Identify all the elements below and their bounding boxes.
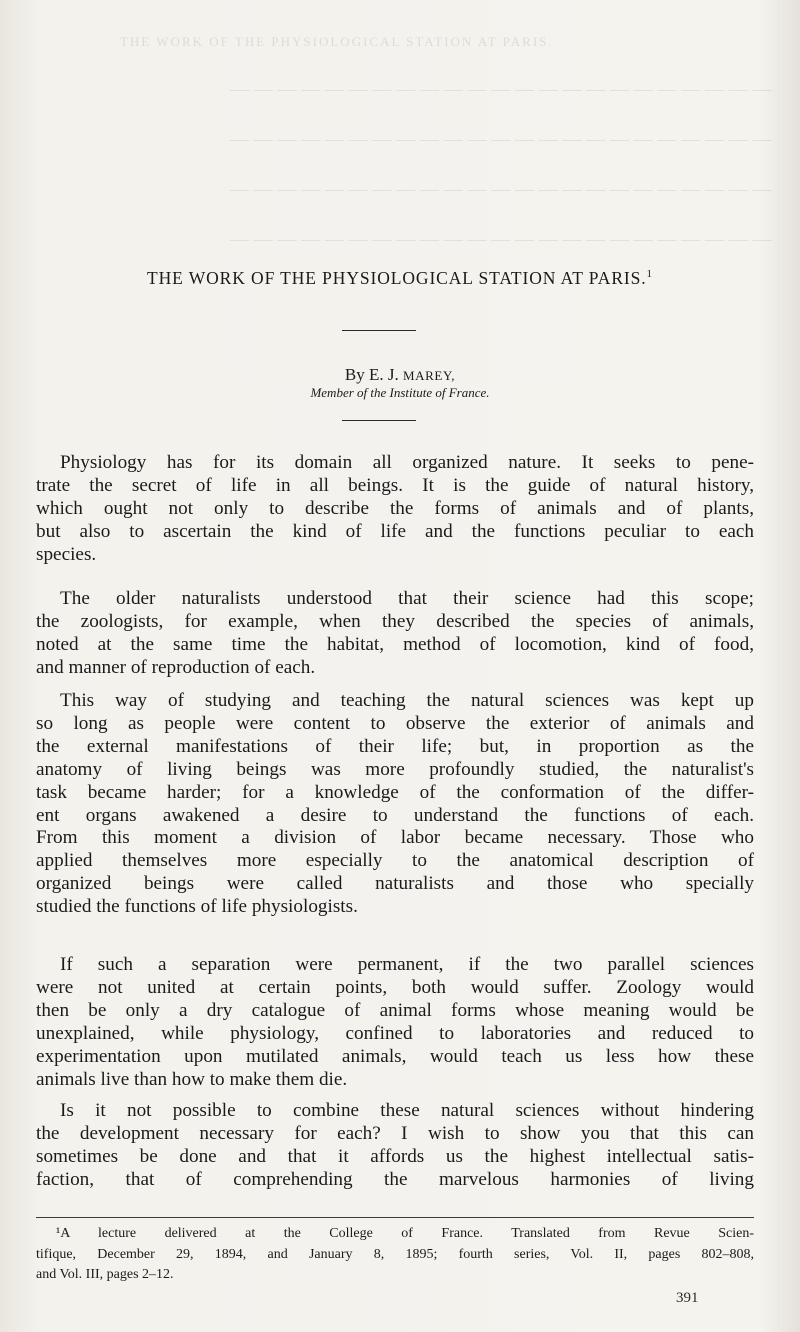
paragraph: [36, 1100, 754, 1192]
show-through-text: — — — — — — — — — — — — — — — — — — — — — — —: [230, 129, 772, 150]
text-line: This way of studying and teaching the natural sciences was kept up: [60, 690, 754, 711]
text-line: sometimes be done and that it affords us the highest intellectual satis-: [36, 1145, 754, 1167]
text-line: animals live than how to make them die.: [36, 1068, 348, 1090]
paragraph: [36, 690, 754, 919]
footnote-line: and Vol. III, pages 2–12.: [36, 1267, 174, 1282]
text-line: From this moment a division of labor became necessary. Those who: [36, 827, 754, 849]
show-through-header: THE WORK OF THE PHYSIOLOGICAL STATION AT PARIS.: [120, 34, 554, 49]
text-line: organized beings were called naturalists and those who specially: [36, 873, 754, 895]
text-line: but also to ascertain the kind of life and the functions peculiar to each: [36, 520, 754, 542]
text-line: studied the functions of life physiologists.: [36, 896, 358, 918]
paragraph: [36, 588, 754, 680]
footnote-line: ¹A lecture delivered at the College of France. Translated from Revue Scien-: [56, 1226, 754, 1241]
byline-prefix: By E. J.: [344, 365, 399, 384]
show-through-text: — — — — — — — — — — — — — — — — — — — — — — —: [230, 79, 772, 100]
text-line: the external manifestations of their life; but, in proportion as the: [36, 735, 754, 757]
title-rule-top: [342, 330, 416, 331]
text-line: trate the secret of life in all beings. It is the guide of natural history,: [36, 474, 754, 496]
show-through-text: — — — — — — — — — — — — — — — — — — — — — — —: [230, 179, 772, 200]
byline: [0, 365, 800, 385]
article-title: [30, 268, 770, 289]
text-line: unexplained, while physiology, confined to laboratories and reduced to: [36, 1022, 754, 1044]
footnote-rule: [36, 1217, 754, 1218]
show-through-text: — — — — — — — — — — — — — — — — — — — — — — —: [230, 229, 772, 250]
text-line: and manner of reproduction of each.: [36, 656, 316, 678]
text-line: were not united at certain points, both would suffer. Zoology would: [36, 976, 754, 998]
text-line: anatomy of living beings was more profoundly studied, the naturalist's: [36, 758, 754, 780]
paragraph: [36, 452, 754, 567]
footnote: [36, 1224, 754, 1286]
text-line: If such a separation were permanent, if the two parallel sciences: [60, 954, 754, 975]
text-line: Physiology has for its domain all organized nature. It seeks to pene-: [60, 452, 754, 473]
text-line: species.: [36, 543, 97, 565]
article-title-text: THE WORK OF THE PHYSIOLOGICAL STATION AT PARIS.: [147, 268, 647, 288]
paragraph: [36, 954, 754, 1091]
author-affiliation: Member of the Institute of France.: [310, 385, 490, 400]
page-number: 391: [676, 1290, 699, 1306]
text-line: which ought not only to describe the forms of animals and of plants,: [36, 497, 754, 519]
author-name: MAREY,: [402, 368, 456, 383]
text-line: applied themselves more especially to the anatomical description of: [36, 850, 754, 872]
title-rule-bottom: [342, 420, 416, 421]
text-line: the zoologists, for example, when they described the species of animals,: [36, 610, 754, 632]
text-line: so long as people were content to observe the exterior of animals and: [36, 712, 754, 734]
text-line: task became harder; for a knowledge of the conformation of the differ-: [36, 781, 754, 803]
text-line: Is it not possible to combine these natural sciences without hindering: [60, 1100, 754, 1121]
text-line: the development necessary for each? I wish to show you that this can: [36, 1122, 754, 1144]
text-line: The older naturalists understood that their science had this scope;: [60, 588, 754, 609]
text-line: noted at the same time the habitat, method of locomotion, kind of food,: [36, 633, 754, 655]
text-line: experimentation upon mutilated animals, would teach us less how these: [36, 1045, 754, 1067]
text-line: ent organs awakened a desire to understand the functions of each.: [36, 804, 754, 826]
text-line: faction, that of comprehending the marvelous harmonies of living: [36, 1168, 754, 1190]
footnote-line: tifique, December 29, 1894, and January 8, 1895; fourth series, Vol. II, pages 802–808,: [36, 1246, 754, 1262]
text-line: then be only a dry catalogue of animal forms whose meaning would be: [36, 999, 754, 1021]
footnote-marker: 1: [646, 268, 653, 280]
